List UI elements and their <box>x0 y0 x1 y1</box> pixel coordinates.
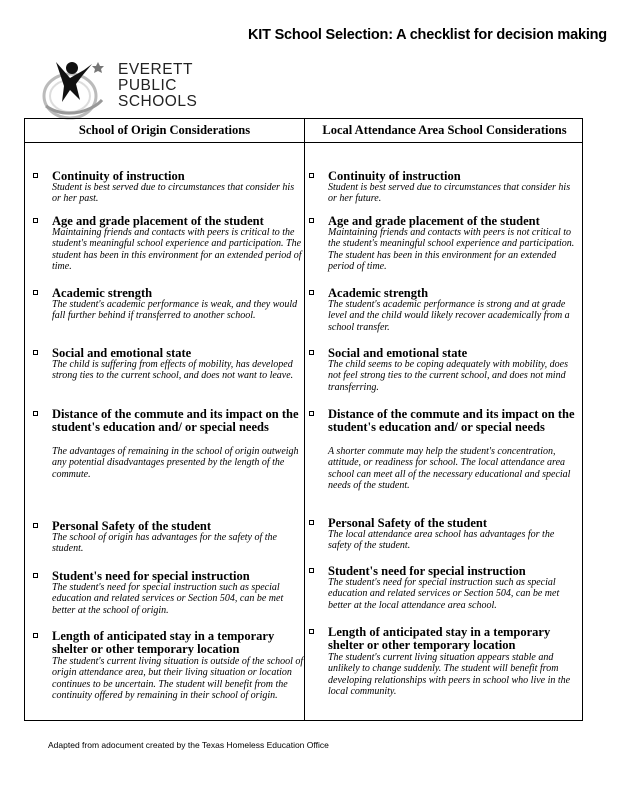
logo-line-3: SCHOOLS <box>118 93 198 110</box>
item-title: Personal Safety of the student <box>328 516 488 530</box>
checkbox[interactable] <box>309 629 314 634</box>
item-title: Personal Safety of the student <box>52 519 212 533</box>
checkbox[interactable] <box>309 411 314 416</box>
logo-line-2: PUBLIC <box>118 77 177 94</box>
item-description: Student is best served due to circumstances that consider his or her future. <box>328 182 571 205</box>
item-title: Student's need for special instruction <box>52 569 250 583</box>
document-title: KIT School Selection: A checklist for decision making <box>248 27 607 43</box>
checkbox[interactable] <box>309 173 314 178</box>
item-description: The student's current living situation is outside of the school of origin attendance area, but their living situation or location continues to be uncertain. The student will benefit from the continuity offered by remaining in their school of origin. <box>52 656 304 701</box>
checkbox[interactable] <box>33 411 38 416</box>
checkbox[interactable] <box>309 568 314 573</box>
table-header-row <box>25 119 582 143</box>
school-district-logo <box>40 56 240 122</box>
checkbox[interactable] <box>33 573 38 578</box>
item-title: Academic strength <box>52 286 153 300</box>
checkbox[interactable] <box>309 350 314 355</box>
item-description: Maintaining friends and contacts with peers is critical to the student's meaningful school experience and participation. The student has been in this environment for an extended period of time. <box>52 227 302 272</box>
checkbox[interactable] <box>33 173 38 178</box>
item-description: The student's need for special instruction such as special education and related services or Section 504, can be met better at the local attendance area school. <box>328 577 560 611</box>
item-title: Academic strength <box>328 286 429 300</box>
item-description: The student's current living situation appears stable and unlikely to change suddenly. The student will benefit from developing relationships with peers in school who live in the local community. <box>328 652 571 697</box>
item-description: Student is best served due to circumstances that consider his or her past. <box>52 182 295 205</box>
item-description: The child is suffering from effects of mobility, has developed strong ties to the current school, and does not want to leave. <box>52 359 294 382</box>
item-title: Student's need for special instruction <box>328 564 526 578</box>
checkbox[interactable] <box>33 523 38 528</box>
checkbox[interactable] <box>33 218 38 223</box>
local-attendance-header: Local Attendance Area School Considerations <box>322 123 567 137</box>
school-of-origin-header: School of Origin Considerations <box>78 123 251 137</box>
logo-wordmark <box>118 62 197 110</box>
item-description: The student's academic performance is weak, and they would fall further behind if transferred to another school. <box>52 299 298 322</box>
item-title: Distance of the commute and its impact on the student's education and/ or special needs <box>328 407 575 434</box>
item-description: The school of origin has advantages for the safety of the student. <box>52 532 277 555</box>
item-description: The student's need for special instruction such as special education and related services or Section 504, can be met better at the school of origin. <box>52 582 284 616</box>
logo-line-1: EVERETT <box>118 61 193 78</box>
item-title: Social and emotional state <box>328 346 468 360</box>
item-description: The student's academic performance is strong and at grade level and the child would likely recover academically from a school transfer. <box>328 299 570 333</box>
item-description: Maintaining friends and contacts with peers is not critical to the student's meaningful school experience and participation. The student has been in this environment for an extended period of time. <box>328 227 575 272</box>
item-title: Continuity of instruction <box>52 169 185 183</box>
checkbox[interactable] <box>309 520 314 525</box>
item-title: Continuity of instruction <box>328 169 461 183</box>
item-title: Social and emotional state <box>52 346 192 360</box>
considerations-table <box>24 118 583 721</box>
item-title: Distance of the commute and its impact on the student's education and/ or special needs <box>52 407 299 434</box>
checkbox[interactable] <box>33 633 38 638</box>
footer-attribution: Adapted from adocument created by the Texas Homeless Education Office <box>48 740 329 750</box>
item-title: Length of anticipated stay in a temporary shelter or other temporary location <box>52 629 275 656</box>
column-divider <box>304 119 305 720</box>
item-description: The local attendance area school has advantages for the safety of the student. <box>328 529 555 552</box>
checkbox[interactable] <box>33 350 38 355</box>
item-description: The child seems to be coping adequately with mobility, does not feel strong ties to the current school, and does not mind transferring. <box>328 359 568 393</box>
item-title: Age and grade placement of the student <box>52 214 264 228</box>
item-title: Length of anticipated stay in a temporary shelter or other temporary location <box>328 625 551 652</box>
checkbox[interactable] <box>33 290 38 295</box>
swoosh-figure-icon <box>40 56 120 122</box>
item-description: A shorter commute may help the student's concentration, attitude, or readiness for school. The local attendance area school can meet all of the necessary educational and special needs of the student. <box>328 446 571 491</box>
item-description: The advantages of remaining in the school of origin outweigh any potential disadvantages presented by the length of the commute. <box>52 446 299 480</box>
checkbox[interactable] <box>309 290 314 295</box>
item-title: Age and grade placement of the student <box>328 214 540 228</box>
checkbox[interactable] <box>309 218 314 223</box>
